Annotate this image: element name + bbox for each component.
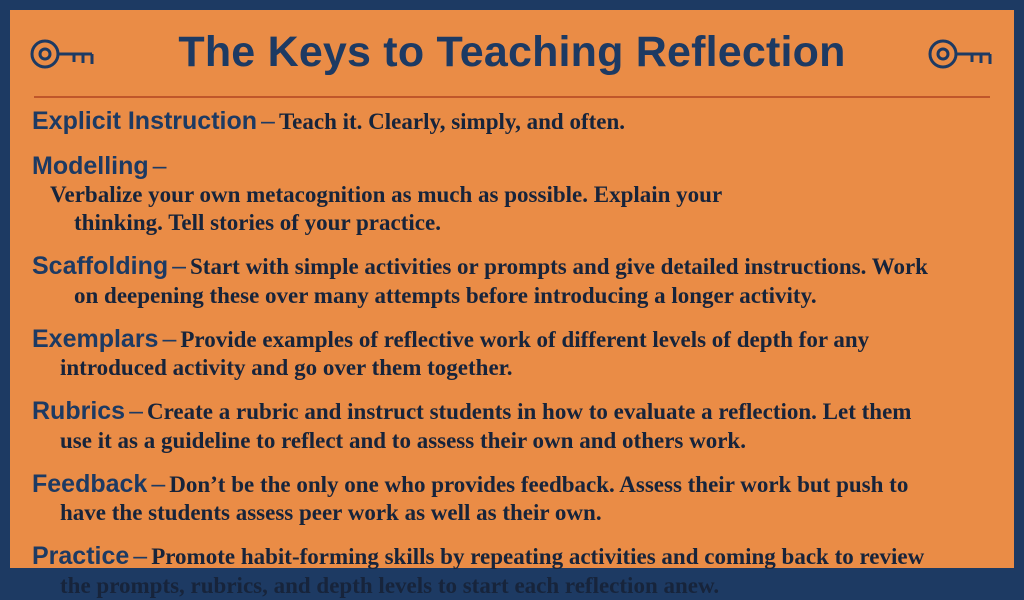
- key-dash: –: [133, 542, 148, 571]
- list-item: [32, 396, 992, 455]
- key-description: introduced activity and go over them together.: [60, 355, 513, 381]
- key-description: Don’t be the only one who provides feedback. Assess their work but push to: [169, 471, 909, 497]
- key-term: Rubrics: [32, 397, 126, 426]
- page-title: The Keys to Teaching Reflection: [178, 27, 846, 76]
- key-description: the prompts, rubrics, and depth levels to start each reflection anew.: [60, 572, 720, 598]
- list-item: [32, 251, 992, 310]
- key-term: Modelling: [32, 151, 149, 180]
- list-item: [32, 151, 992, 238]
- key-description: Promote habit-forming skills by repeating activities and coming back to review: [151, 544, 925, 570]
- key-description: on deepening these over many attempts before introducing a longer activity.: [74, 282, 817, 308]
- key-dash: –: [172, 252, 187, 281]
- key-dash: –: [261, 107, 275, 135]
- key-term: Practice: [32, 542, 130, 571]
- header-divider: [34, 96, 990, 98]
- key-dash: –: [151, 469, 166, 498]
- key-icon: [28, 34, 98, 79]
- key-term: Scaffolding: [32, 252, 169, 281]
- key-description: Start with simple activities or prompts and give detailed instructions. Work: [190, 254, 928, 280]
- key-term: Feedback: [32, 469, 148, 498]
- key-description: Create a rubric and instruct students in how to evaluate a reflection. Let them: [147, 399, 912, 425]
- key-description: thinking. Tell stories of your practice.: [74, 210, 441, 236]
- key-description: use it as a guideline to reflect and to assess their own and others work.: [60, 427, 746, 453]
- key-dash: –: [162, 324, 177, 353]
- list-item: [32, 469, 992, 528]
- key-dash: –: [152, 151, 167, 180]
- poster-header: [10, 10, 1014, 94]
- key-term: Exemplars: [32, 324, 159, 353]
- key-description: Verbalize your own metacognition as much as possible. Explain your: [50, 182, 723, 207]
- key-description: Provide examples of reflective work of different levels of depth for any: [180, 326, 870, 352]
- key-term: Explicit Instruction: [32, 107, 258, 135]
- list-item: [32, 541, 992, 600]
- keys-list: [10, 106, 1014, 598]
- key-description: have the students assess peer work as well as their own.: [60, 500, 602, 526]
- key-icon: [926, 34, 996, 79]
- list-item: [32, 324, 992, 383]
- poster: [10, 10, 1014, 598]
- list-item: [32, 106, 992, 137]
- key-description: Teach it. Clearly, simply, and often.: [278, 109, 626, 134]
- key-dash: –: [129, 397, 143, 426]
